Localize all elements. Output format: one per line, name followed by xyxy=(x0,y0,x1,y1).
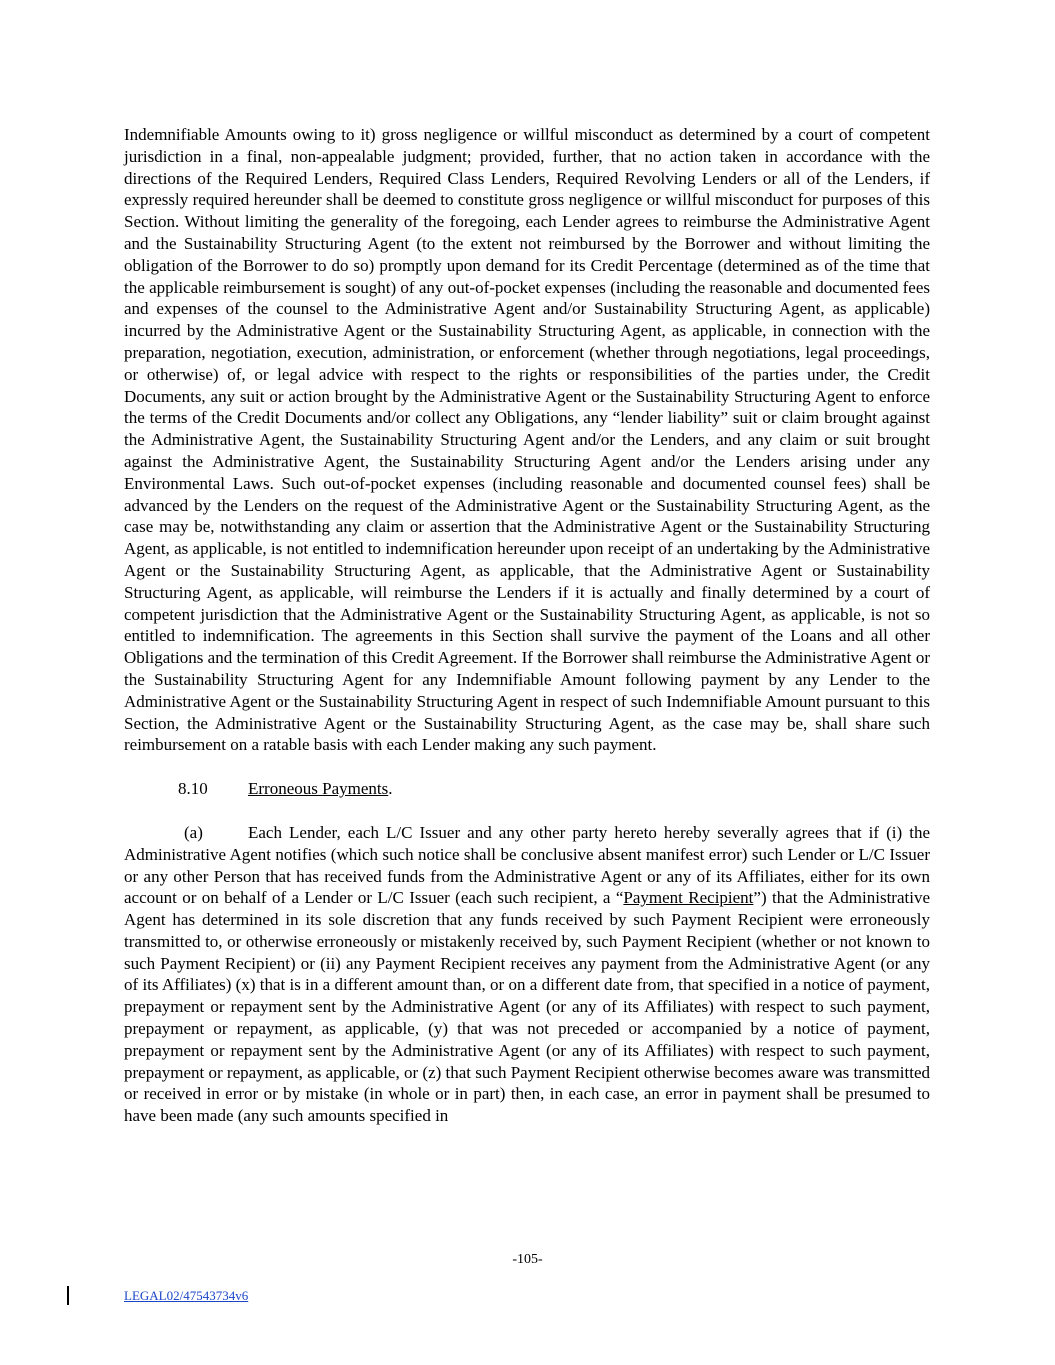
section-heading xyxy=(124,778,930,800)
paragraph-a-intro: Each Lender, each L/C Issuer and any other party hereto hereby severally agrees that if (i) the Administrative Agent notifies (which such notice shall be conclusive absent manifest error) such Lender or L/C Issuer or any other Person that has received funds from the Administrative Agent or any of its Affiliates, either for its own account or on behalf of a Lender or L/C Issuer (each such recipient, a “ xyxy=(124,822,930,908)
document-id-link[interactable]: LEGAL02/47543734v6 xyxy=(124,1288,249,1303)
paragraph-a xyxy=(124,822,930,1127)
revision-change-bar xyxy=(67,1286,69,1305)
section-title: Erroneous Payments xyxy=(248,779,389,799)
page-number: -105- xyxy=(512,1252,543,1267)
indemnification-paragraph: Indemnifiable Amounts owing to it) gross negligence or willful misconduct as determined by a court of competent jurisdiction in a final, non-appealable judgment; provided, further, that no action taken in accordance with the directions of the Required Lenders, Required Class Lenders, Required Revolving Lenders or all of the Lenders, if expressly required hereunder shall be deemed to constitute gross negligence or willful misconduct for purposes of this Section. Without limiting the generality of the foregoing, each Lender agrees to reimburse the Administrative Agent and the Sustainability Structuring Agent (to the extent not reimbursed by the Borrower and without limiting the obligation of the Borrower to do so) promptly upon demand for its Credit Percentage (determined as of the time that the applicable reimbursement is sought) of any out-of-pocket expenses (including the reasonable and documented fees and expenses of the counsel to the Administrative Agent and/or Sustainability Structuring Agent, as applicable) incurred by the Administrative Agent or the Sustainability Structuring Agent, as applicable, in connection with the preparation, negotiation, execution, administration, or enforcement (whether through negotiations, legal proceedings, or otherwise) of, or legal advice with respect to the rights or responsibilities of the parties under, the Credit Documents, any suit or action brought by the Administrative Agent or the Sustainability Structuring Agent to enforce the terms of the Credit Documents and/or collect any Obligations, any “lender liability” suit or claim brought against the Administrative Agent, the Sustainability Structuring Agent and/or the Lenders, and any claim or suit brought against the Administrative Agent, the Sustainability Structuring Agent and/or the Lenders arising under any Environmental Laws. Such out-of-pocket expenses (including reasonable and documented counsel fees) shall be advanced by the Lenders on the request of the Administrative Agent or the Sustainability Structuring Agent, as the case may be, notwithstanding any claim or assertion that the Administrative Agent or the Sustainability Structuring Agent, as applicable, is not entitled to indemnification hereunder upon receipt of an undertaking by the Administrative Agent or the Sustainability Structuring Agent, as applicable, that the Administrative Agent or Sustainability Structuring Agent, as applicable, will reimburse the Lenders if it is actually and finally determined by a court of competent jurisdiction that the Administrative Agent or the Sustainability Structuring Agent, as applicable, is not so entitled to indemnification. The agreements in this Section shall survive the payment of the Loans and all other Obligations and the termination of this Credit Agreement. If the Borrower shall reimburse the Administrative Agent or the Sustainability Structuring Agent for any Indemnifiable Amount following payment by any Lender to the Administrative Agent or the Sustainability Structuring Agent in respect of such Indemnifiable Amount pursuant to this Section, the Administrative Agent or the Sustainability Structuring Agent, as the case may be, shall share such reimbursement on a ratable basis with each Lender making any such payment. xyxy=(124,125,930,755)
section-number: 8.10 xyxy=(178,779,208,799)
defined-term-payment-recipient: Payment Recipient xyxy=(623,888,754,908)
section-title-period: . xyxy=(388,779,393,799)
paragraph-a-rest: ”) that the Administrative Agent has determined in its sole discretion that any funds received by such Payment Recipient were erroneously transmitted to, or otherwise erroneously or mistakenly received by, such Payment Recipient (whether or not known to such Payment Recipient) or (ii) any Payment Recipient receives any payment from the Administrative Agent (or any of its Affiliates) (x) that is in a different amount than, or on a different date from, that specified in a notice of payment, prepayment or repayment sent by the Administrative Agent (or any of its Affiliates) with respect to such payment, prepayment or repayment, as applicable, (y) that was not preceded or accompanied by a notice of payment, prepayment or repayment sent by the Administrative Agent (or any of its Affiliates) with respect to such payment, prepayment or repayment, as applicable, or (z) that such Payment Recipient otherwise becomes aware was transmitted or received in error or by mistake (in whole or in part) then, in each case, an error in payment shall be presumed to have been made (any such amounts specified in xyxy=(124,888,931,1126)
paragraph-a-label: (a) xyxy=(184,822,203,842)
body-text xyxy=(124,124,930,1127)
